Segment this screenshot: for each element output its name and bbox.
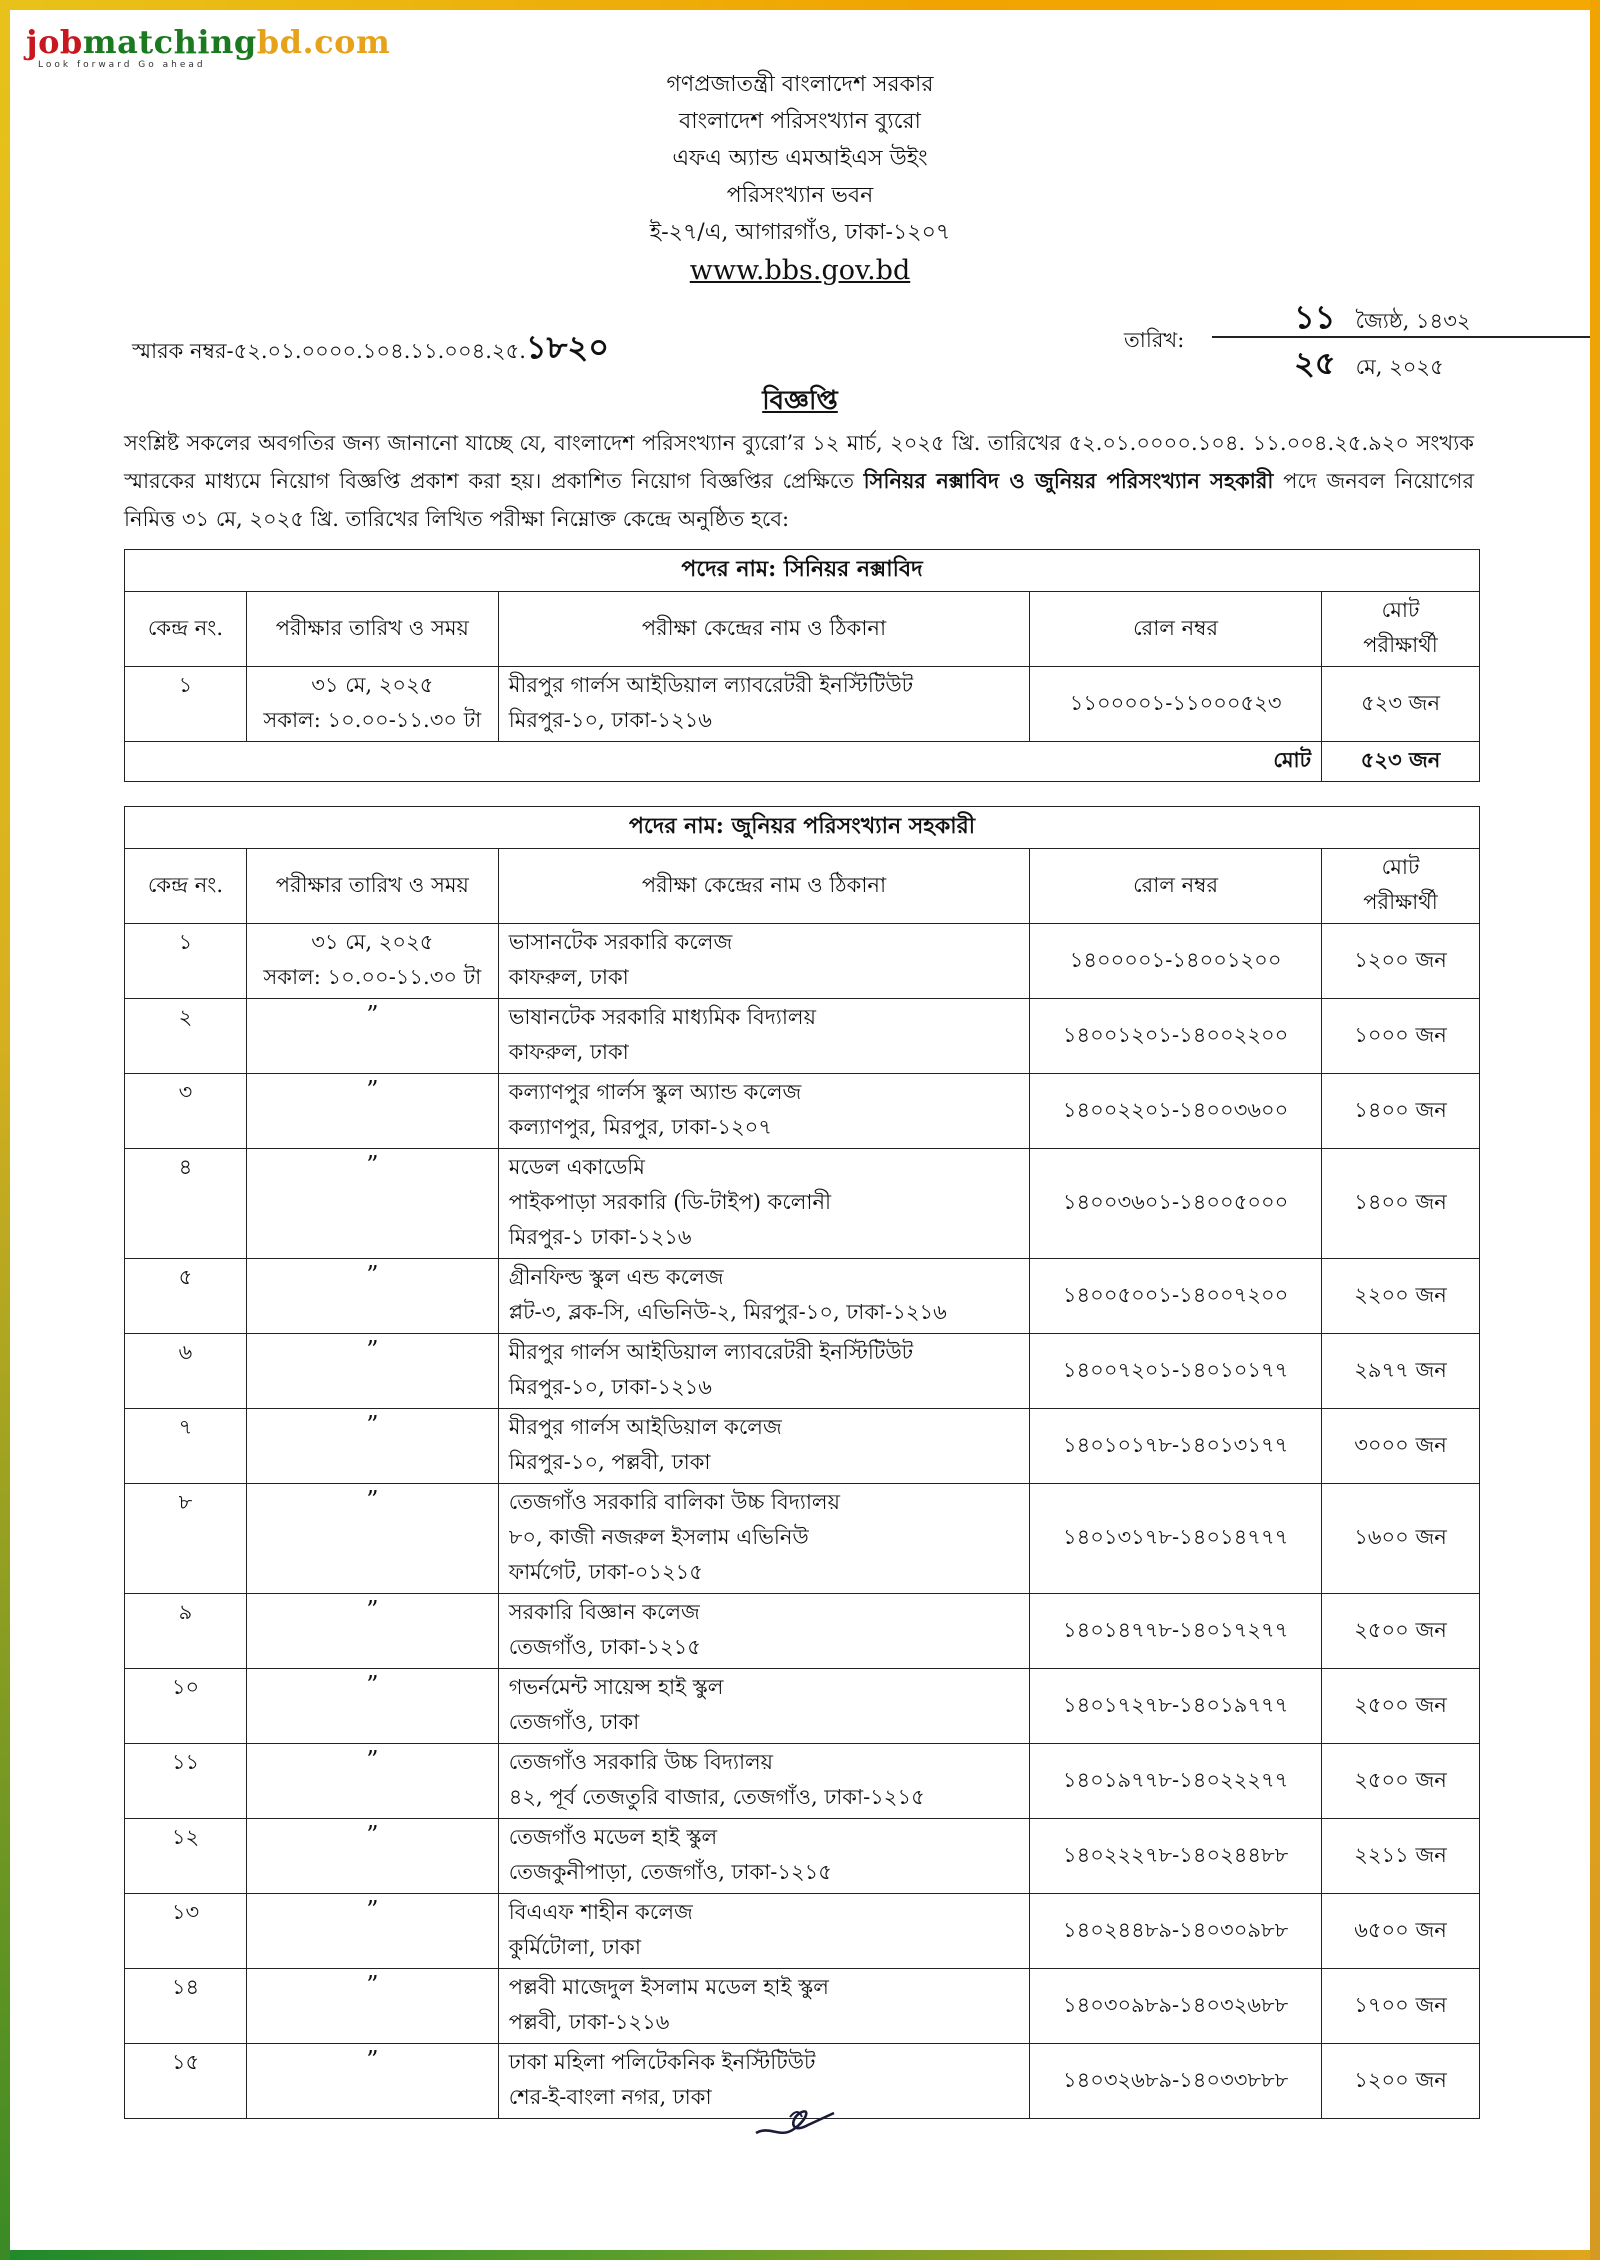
center-number: ১১ [125,1744,247,1819]
col-venue: পরীক্ষা কেন্দ্রের নাম ও ঠিকানা [498,849,1029,924]
ditto-mark: ” [246,1894,498,1969]
table-row [125,1074,1480,1149]
roll-range: ১৪০০১২০১-১৪০০২২০০ [1030,999,1322,1074]
ditto-mark: ” [246,1484,498,1594]
header-line: গণপ্রজাতন্ত্রী বাংলাদেশ সরকার [666,72,934,97]
frame-bottom [0,2250,1600,2260]
candidate-total: ১৬০০ জন [1322,1484,1480,1594]
candidate-total: ২৯৭৭ জন [1322,1334,1480,1409]
venue: তেজগাঁও সরকারি বালিকা উচ্চ বিদ্যালয় ৮০, কাজী নজরুল ইসলাম এভিনিউ ফার্মগেট, ঢাকা-০১২১৫ [498,1484,1029,1594]
frame-top [0,0,1600,10]
candidate-total: ১৭০০ জন [1322,1969,1480,2044]
logo-tagline: Look forward Go ahead [38,60,206,70]
ditto-mark: ” [246,1074,498,1149]
ditto-mark: ” [246,2044,498,2119]
col-center: কেন্দ্র নং. [125,592,247,667]
venue: কল্যাণপুর গার্লস স্কুল অ্যান্ড কলেজ কল্যাণপুর, মিরপুর, ঢাকা-১২০৭ [498,1074,1029,1149]
ditto-mark: ” [246,1259,498,1334]
ditto-mark: ” [246,1334,498,1409]
candidate-total: ১৪০০ জন [1322,1149,1480,1259]
venue: পল্লবী মাজেদুল ইসলাম মডেল হাই স্কুল পল্লবী, ঢাকা-১২১৬ [498,1969,1029,2044]
header-line: ই-২৭/এ, আগারগাঁও, ঢাকা-১২০৭ [649,220,951,245]
venue: গ্রীনফিল্ড স্কুল এন্ড কলেজ প্লট-৩, ব্লক-সি, এভিনিউ-২, মিরপুর-১০, ঢাকা-১২১৬ [498,1259,1029,1334]
candidate-total: ৩০০০ জন [1322,1409,1480,1484]
notice-title: বিজ্ঞপ্তি [762,386,838,416]
website-link[interactable]: www.bbs.gov.bd [689,255,911,286]
center-number: ২ [125,999,247,1074]
table-row [125,1894,1480,1969]
candidate-total: ১২০০ জন [1322,2044,1480,2119]
table-row [125,924,1480,999]
table-row [125,999,1480,1074]
roll-range: ১৪০০২২০১-১৪০০৩৬০০ [1030,1074,1322,1149]
col-roll: রোল নম্বর [1030,592,1322,667]
ditto-mark: ” [246,999,498,1074]
table-row [125,1334,1480,1409]
candidate-total: ৬৫০০ জন [1322,1894,1480,1969]
junior-statistical-assistant-table [124,806,1480,2119]
candidate-total: ২৫০০ জন [1322,1594,1480,1669]
venue: ঢাকা মহিলা পলিটেকনিক ইনস্টিটিউট শের-ই-বাংলা নগর, ঢাকা [498,2044,1029,2119]
venue: বিএএফ শাহীন কলেজ কুর্মিটোলা, ঢাকা [498,1894,1029,1969]
col-center: কেন্দ্র নং. [125,849,247,924]
roll-range: ১৪০৩০৯৮৯-১৪০৩২৬৮৮ [1030,1969,1322,2044]
venue: ভাষানটেক সরকারি মাধ্যমিক বিদ্যালয় কাফরুল, ঢাকা [498,999,1029,1074]
roll-range: ১৪০০৫০০১-১৪০০৭২০০ [1030,1259,1322,1334]
col-venue: পরীক্ষা কেন্দ্রের নাম ও ঠিকানা [498,592,1029,667]
ditto-mark: ” [246,1744,498,1819]
center-number: ৮ [125,1484,247,1594]
center-number: ৯ [125,1594,247,1669]
venue: মডেল একাডেমি পাইকপাড়া সরকারি (ডি-টাইপ) কলোনী মিরপুর-১ ঢাকা-১২১৬ [498,1149,1029,1259]
roll-range: ১৪০১৭২৭৮-১৪০১৯৭৭৭ [1030,1669,1322,1744]
ditto-mark: ” [246,1969,498,2044]
ditto-mark: ” [246,1149,498,1259]
col-roll: রোল নম্বর [1030,849,1322,924]
candidate-total: ১২০০ জন [1322,924,1480,999]
venue: মীরপুর গার্লস আইডিয়াল ল্যাবরেটরী ইনস্টিটিউট মিরপুর-১০, ঢাকা-১২১৬ [498,1334,1029,1409]
roll-range: ১৪০০০০১-১৪০০১২০০ [1030,924,1322,999]
date-label: তারিখ: [1124,328,1185,352]
ditto-mark: ” [246,1409,498,1484]
memo-handwritten-number: ১৮২০ [525,328,610,366]
roll-range: ১৪০৩২৬৮৯-১৪০৩৩৮৮৮ [1030,2044,1322,2119]
ditto-mark: ” [246,1819,498,1894]
center-number: ৩ [125,1074,247,1149]
center-number: ৪ [125,1149,247,1259]
venue: ভাসানটেক সরকারি কলেজ কাফরুল, ঢাকা [498,924,1029,999]
table-row [125,1409,1480,1484]
candidate-total: ২২০০ জন [1322,1259,1480,1334]
candidate-total: ১৪০০ জন [1322,1074,1480,1149]
roll-range: ১৪০১০১৭৮-১৪০১৩১৭৭ [1030,1409,1322,1484]
center-number: ১৩ [125,1894,247,1969]
table-title: পদের নাম: সিনিয়র নক্সাবিদ [125,550,1480,592]
table-row [125,1819,1480,1894]
venue: সরকারি বিজ্ঞান কলেজ তেজগাঁও, ঢাকা-১২১৫ [498,1594,1029,1669]
ditto-mark: ” [246,1669,498,1744]
notice-body: সংশ্লিষ্ট সকলের অবগতির জন্য জানানো যাচ্ছে যে, বাংলাদেশ পরিসংখ্যান ব্যুরো’র ১২ মার্চ, ২০২৫ খ্রি. তারিখের ৫২.০১.০০০০.১০৪. ১১.০০৪.২৫.৯২০ সংখ্যক স্মারকের মাধ্যমে নিয়োগ বিজ্ঞপ্তি প্রকাশ করা হয়। প্রকাশিত নিয়োগ বিজ্ঞপ্তির প্রেক্ষিতে সিনিয়র নক্সাবিদ ও জুনিয়র পরিসংখ্যান সহকারী পদে জনবল নিয়োগের নিমিত্ত ৩১ মে, ২০২৫ খ্রি. তারিখের লিখিত পরীক্ষা নিম্নোক্ত কেন্দ্রে অনুষ্ঠিত হবে: [124,431,1475,531]
venue: তেজগাঁও মডেল হাই স্কুল তেজকুনীপাড়া, তেজগাঁও, ঢাকা-১২১৫ [498,1819,1029,1894]
exam-datetime: ৩১ মে, ২০২৫ সকাল: ১০.০০-১১.৩০ টা [246,924,498,999]
ditto-mark: ” [246,1594,498,1669]
watermark-logo: jobmatchingbd.com Look forward Go ahead [26,23,391,70]
roll-range: ১৪০২৪৪৮৯-১৪০৩০৯৮৮ [1030,1894,1322,1969]
candidate-total: ১০০০ জন [1322,999,1480,1074]
senior-draftsman-table [124,549,1480,782]
roll-range: ১৪০০৩৬০১-১৪০০৫০০০ [1030,1149,1322,1259]
candidate-total: ২৫০০ জন [1322,1669,1480,1744]
venue: মীরপুর গার্লস আইডিয়াল কলেজ মিরপুর-১০, পল্লবী, ঢাকা [498,1409,1029,1484]
center-number: ১৪ [125,1969,247,2044]
venue: গভর্নমেন্ট সায়েন্স হাই স্কুল তেজগাঁও, ঢাকা [498,1669,1029,1744]
signature [750,2095,840,2145]
candidate-total: ২২১১ জন [1322,1819,1480,1894]
center-number: ১২ [125,1819,247,1894]
total-row: মোট ৫২৩ জন [125,742,1480,782]
table-row [125,1744,1480,1819]
col-total: মোট পরীক্ষার্থী [1322,592,1480,667]
table-row [125,1669,1480,1744]
center-number: ৭ [125,1409,247,1484]
table-row [125,1149,1480,1259]
header-line: পরিসংখ্যান ভবন [726,183,874,208]
table-title: পদের নাম: জুনিয়র পরিসংখ্যান সহকারী [125,807,1480,849]
roll-range: ১৪০১৯৭৭৮-১৪০২২২৭৭ [1030,1744,1322,1819]
center-number: ১০ [125,1669,247,1744]
center-number: ৫ [125,1259,247,1334]
candidate-total: ২৫০০ জন [1322,1744,1480,1819]
frame-left [0,0,10,2260]
venue: তেজগাঁও সরকারি উচ্চ বিদ্যালয় ৪২, পূর্ব তেজতুরি বাজার, তেজগাঁও, ঢাকা-১২১৫ [498,1744,1029,1819]
table-row: ১ ৩১ মে, ২০২৫ সকাল: ১০.০০-১১.৩০ টা মীরপুর গার্লস আইডিয়াল ল্যাবরেটরী ইনস্টিটিউট মিরপুর-১০, ঢাকা-১২১৬ ১১০০০০১-১১০০০৫২৩ ৫২৩ জন [125,667,1480,742]
roll-range: ১৪০১৩১৭৮-১৪০১৪৭৭৭ [1030,1484,1322,1594]
table-row [125,1484,1480,1594]
center-number: ৬ [125,1334,247,1409]
roll-range: ১৪০১৪৭৭৮-১৪০১৭২৭৭ [1030,1594,1322,1669]
roll-range: ১৪০২২২৭৮-১৪০২৪৪৮৮ [1030,1819,1322,1894]
table-row [125,1969,1480,2044]
table-row [125,1594,1480,1669]
memo-number: স্মারক নম্বর-৫২.০১.০০০০.১০৪.১১.০০৪.২৫.১৮২০ [132,328,610,366]
table-row [125,1259,1480,1334]
center-number: ১৫ [125,2044,247,2119]
col-datetime: পরীক্ষার তারিখ ও সময় [246,592,498,667]
roll-range: ১৪০০৭২০১-১৪০১০১৭৭ [1030,1334,1322,1409]
col-total: মোট পরীক্ষার্থী [1322,849,1480,924]
col-datetime: পরীক্ষার তারিখ ও সময় [246,849,498,924]
center-number: ১ [125,924,247,999]
header-line: বাংলাদেশ পরিসংখ্যান ব্যুরো [679,109,921,134]
header-line: এফএ অ্যান্ড এমআইএস উইং [672,146,928,171]
letterhead [0,66,1600,291]
